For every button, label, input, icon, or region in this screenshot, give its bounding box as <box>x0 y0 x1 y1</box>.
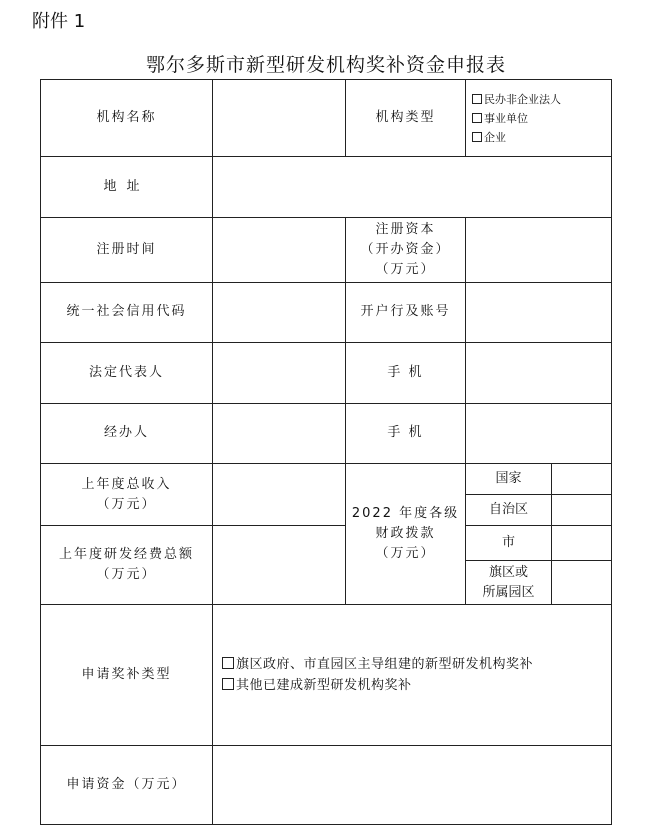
fiscal-label-line: （万元） <box>375 546 436 562</box>
reward-option-label: 其他已建成新型研发机构奖补 <box>236 678 412 694</box>
apply-funds-field[interactable] <box>213 745 612 824</box>
attachment-label: 附件 1 <box>32 11 86 32</box>
fiscal-level-region-field[interactable] <box>552 495 612 526</box>
rd-funds-field[interactable] <box>213 526 346 605</box>
legal-rep-phone-field[interactable] <box>466 342 612 403</box>
fiscal-level-city-field[interactable] <box>552 526 612 561</box>
address-label: 地址 <box>41 157 213 218</box>
org-type-label: 机构类型 <box>346 80 466 157</box>
bank-account-label: 开户行及账号 <box>346 282 466 342</box>
address-field[interactable] <box>213 157 612 218</box>
handler-label: 经办人 <box>41 403 213 463</box>
org-type-option[interactable] <box>472 90 608 109</box>
table-row <box>41 218 612 282</box>
legal-rep-field[interactable] <box>213 342 346 403</box>
org-type-option-label: 企业 <box>484 130 506 144</box>
fiscal-allocation-label <box>346 464 466 605</box>
reward-option[interactable] <box>222 654 608 675</box>
reward-option[interactable] <box>222 675 608 696</box>
fiscal-level-district-line: 旗区或 <box>488 564 528 580</box>
legal-rep-label: 法定代表人 <box>41 342 213 403</box>
fiscal-label-line: 财政拨款 <box>375 526 436 542</box>
checkbox-icon[interactable] <box>222 657 234 669</box>
fiscal-level-district-field[interactable] <box>552 561 612 605</box>
fiscal-level-national-label: 国家 <box>466 464 552 495</box>
table-row <box>41 157 612 218</box>
reg-capital-label-line: （开办资金） <box>360 241 451 257</box>
income-field[interactable] <box>213 464 346 526</box>
table-row <box>41 526 612 561</box>
rd-funds-label <box>41 526 213 605</box>
income-label-line: （万元） <box>96 496 157 512</box>
org-type-options <box>466 80 612 157</box>
org-name-field[interactable] <box>213 80 346 157</box>
org-type-option[interactable] <box>472 128 608 147</box>
income-label <box>41 464 213 526</box>
table-row <box>41 80 612 157</box>
reward-type-label: 申请奖补类型 <box>41 605 213 745</box>
reg-capital-field[interactable] <box>466 218 612 282</box>
fiscal-label-line: 2022 年度各级 <box>351 506 460 522</box>
fiscal-level-district-line: 所属园区 <box>482 584 535 600</box>
table-row <box>41 342 612 403</box>
checkbox-icon[interactable] <box>472 132 482 142</box>
fiscal-level-city-label: 市 <box>466 526 552 561</box>
legal-rep-phone-label: 手 机 <box>346 342 466 403</box>
checkbox-icon[interactable] <box>222 678 234 690</box>
reg-capital-label <box>346 218 466 282</box>
handler-field[interactable] <box>213 403 346 463</box>
apply-funds-label: 申请资金（万元） <box>41 745 213 824</box>
credit-code-field[interactable] <box>213 282 346 342</box>
bank-account-field[interactable] <box>466 282 612 342</box>
reward-type-options <box>213 605 612 745</box>
table-row <box>41 282 612 342</box>
checkbox-icon[interactable] <box>472 113 482 123</box>
checkbox-icon[interactable] <box>472 94 482 104</box>
fiscal-level-national-field[interactable] <box>552 464 612 495</box>
credit-code-label: 统一社会信用代码 <box>41 282 213 342</box>
table-row <box>41 745 612 824</box>
reg-capital-label-line: （万元） <box>375 261 436 277</box>
handler-phone-label: 手 机 <box>346 403 466 463</box>
rd-funds-label-line: 上年度研发经费总额 <box>58 547 194 563</box>
rd-funds-label-line: （万元） <box>96 567 157 583</box>
fiscal-level-region-label: 自治区 <box>466 495 552 526</box>
org-type-option-label: 民办非企业法人 <box>484 92 561 106</box>
form-title: 鄂尔多斯市新型研发机构奖补资金申报表 <box>145 54 506 76</box>
org-name-label: 机构名称 <box>41 80 213 157</box>
reward-option-label: 旗区政府、市直园区主导组建的新型研发机构奖补 <box>236 657 534 673</box>
income-label-line: 上年度总收入 <box>81 476 172 492</box>
fiscal-level-district-label <box>466 561 552 605</box>
table-row <box>41 403 612 463</box>
reg-capital-label-line: 注册资本 <box>375 221 436 237</box>
handler-phone-field[interactable] <box>466 403 612 463</box>
table-row <box>41 605 612 745</box>
table-row <box>41 464 612 495</box>
org-type-option[interactable] <box>472 109 608 128</box>
reg-time-label: 注册时间 <box>41 218 213 282</box>
org-type-option-label: 事业单位 <box>484 111 528 125</box>
reg-time-field[interactable] <box>213 218 346 282</box>
application-form-table <box>40 79 612 825</box>
